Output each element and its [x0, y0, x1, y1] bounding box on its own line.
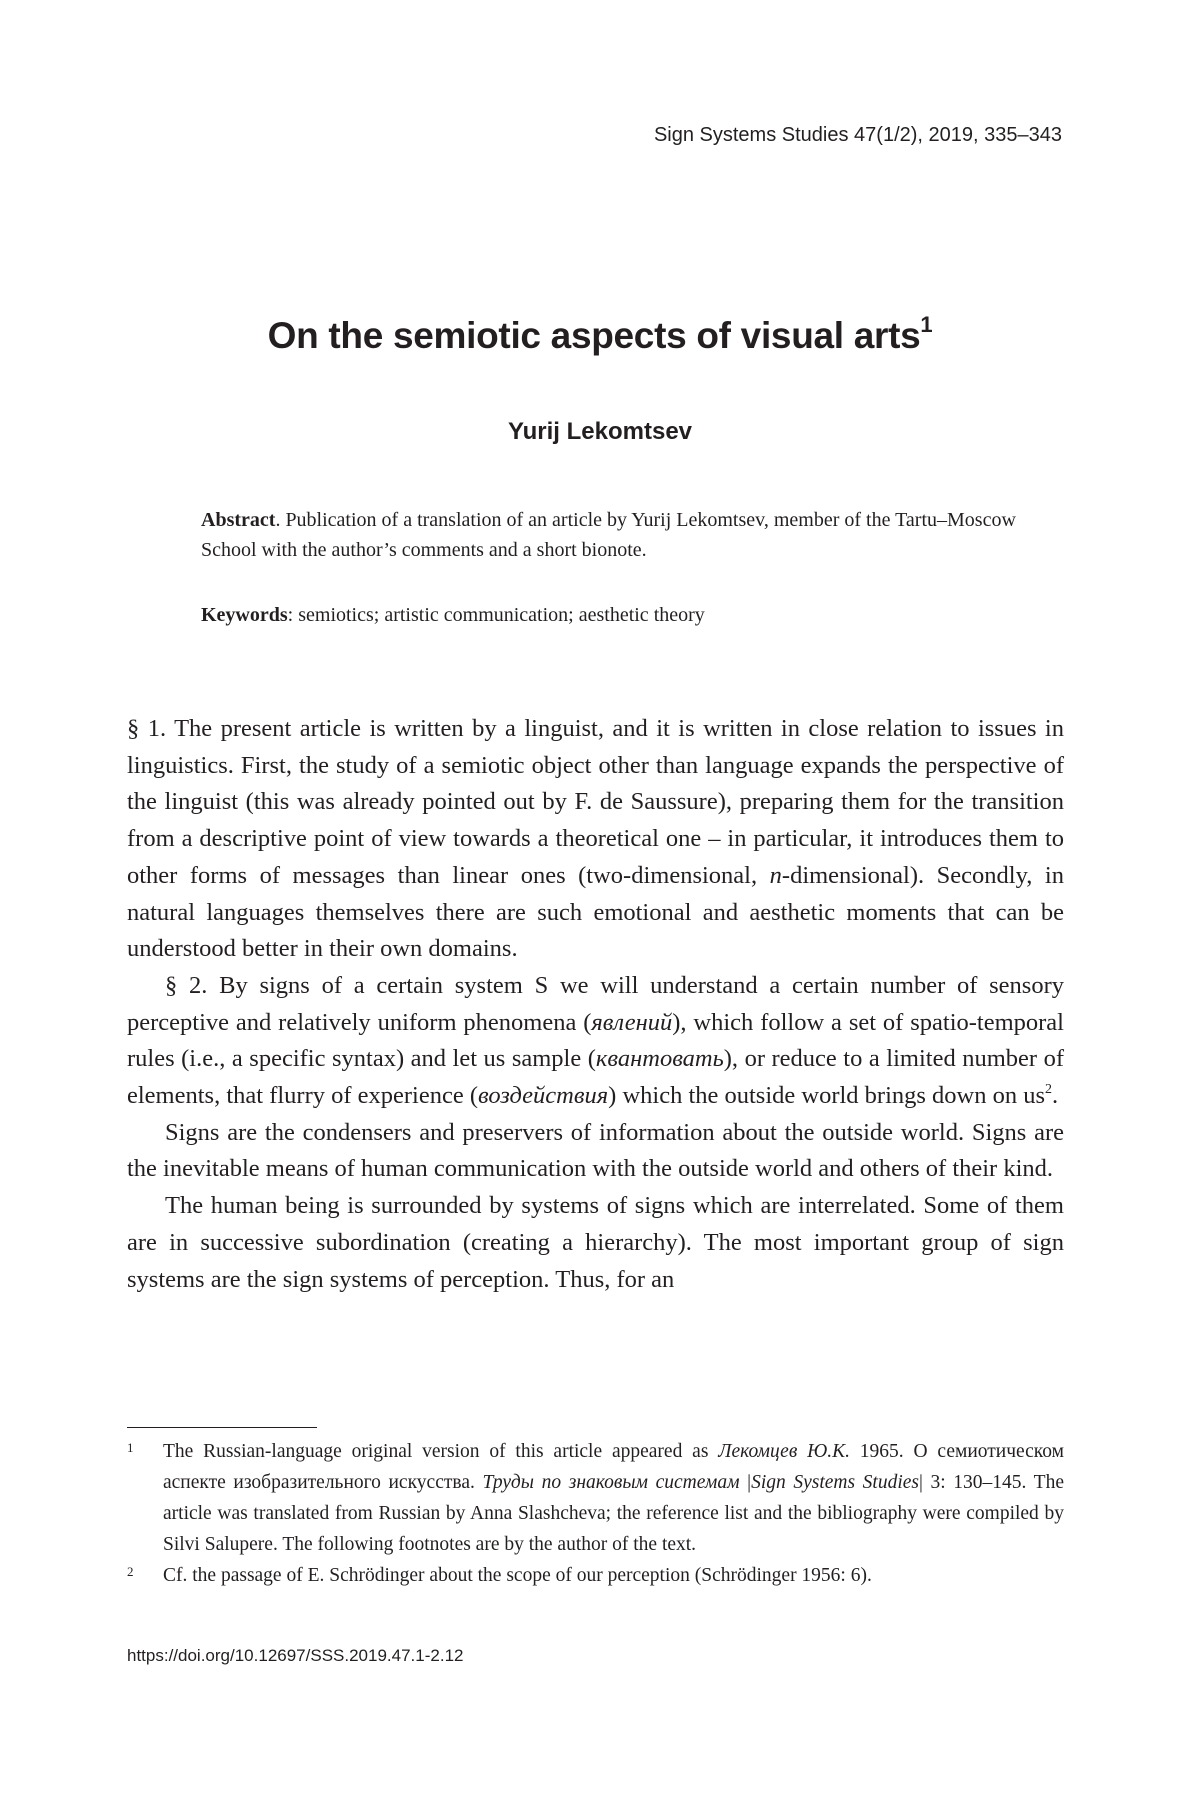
- footnote-1-part-d: | 3: 130–145. The article was translated from Russian by Anna Slashcheva; the reference list and the bibliography were compiled by Silvi Salupere. The following footnotes are by the author of the text.: [163, 1472, 1065, 1555]
- paragraph-2-part-c: ), or reduce to a limited number of elements, that flurry of experience (: [127, 1045, 1064, 1110]
- paragraph-2-russian-term-2: квантовать: [595, 1045, 724, 1073]
- footnote-1-number: 1: [127, 1440, 134, 1455]
- footnote-2-text: Cf. the passage of E. Schrödinger about the scope of our perception (Schrödinger 1956: 6).: [163, 1565, 872, 1586]
- doi-link[interactable]: https://doi.org/10.12697/SSS.2019.47.1-2.12: [127, 1646, 464, 1665]
- footnote-1-part-a: The Russian-language original version of this article appeared as: [163, 1441, 719, 1462]
- footnote-2: [127, 1560, 1064, 1591]
- footnote-2-number: 2: [127, 1564, 134, 1579]
- footnote-1-journal-en: Sign Systems Studies: [751, 1472, 920, 1493]
- paragraph-4: The human being is surrounded by systems of signs which are interrelated. Some of them are in successive subordination (creating a hierarchy). The most important group of sign systems are the sign systems of perception. Thus, for an: [127, 1192, 1064, 1293]
- footnote-1-part-c: |: [739, 1472, 752, 1493]
- paragraph-2-part-e: .: [1052, 1082, 1059, 1110]
- paragraph-2-part-a: § 2. By signs of a certain system S we will understand a certain number of sensory perceptive and relatively uniform phenomena (: [127, 971, 1064, 1036]
- paragraph-2-part-b: ), which follow a set of spatio-temporal rules (i.e., a specific syntax) and let us sample (: [127, 1008, 1064, 1073]
- abstract-label: Abstract: [201, 509, 276, 531]
- paragraph-1-part-b: -dimensional). Secondly, in natural languages themselves there are such emotional and aesthetic moments that can be understood better in their own domains.: [127, 861, 1064, 963]
- author-name: Yurij Lekomtsev: [507, 418, 693, 445]
- paragraph-1-part-a: § 1. The present article is written by a linguist, and it is written in close relation to issues in linguistics. First, the study of a semiotic object other than language expands the perspective of the linguist (this was already pointed out by F. de Saussure), preparing them for the transition from a descriptive point of view towards a theoretical one – in particular, it introduces them to other forms of messages than linear ones (two-dimensional,: [127, 715, 1064, 889]
- title-footnote-marker[interactable]: 1: [920, 312, 933, 337]
- paragraph-2-russian-term-3: воздействия: [478, 1082, 609, 1110]
- footnote-1-part-b: 1965. О семиотическом аспекте изобразительного искусства.: [163, 1441, 1065, 1493]
- article-title-text: On the semiotic aspects of visual arts: [267, 315, 921, 356]
- keywords: [201, 600, 1064, 630]
- paragraph-3: Signs are the condensers and preservers of information about the outside world. Signs are the inevitable means of human communication with the outside world and others of their kind.: [127, 1118, 1064, 1183]
- paragraph-2: [127, 968, 1064, 1115]
- footnote-marker-2[interactable]: 2: [1045, 1082, 1053, 1098]
- paragraph-2-russian-term-1: явлений: [591, 1008, 673, 1036]
- abstract: [201, 505, 1064, 565]
- footnote-1-journal-ru: Труды по знаковым системам: [482, 1472, 740, 1493]
- running-head: Sign Systems Studies 47(1/2), 2019, 335–343: [653, 124, 1062, 146]
- keywords-text: : semiotics; artistic communication; aesthetic theory: [287, 604, 705, 626]
- footnote-1: [127, 1436, 1064, 1560]
- article-title: [0, 312, 1200, 357]
- paragraph-2-part-d: ) which the outside world brings down on us: [608, 1082, 1046, 1110]
- footnote-divider: [127, 1427, 317, 1428]
- abstract-text: . Publication of a translation of an article by Yurij Lekomtsev, member of the Tartu–Moscow School with the author’s comments and a short bionote.: [201, 509, 1016, 561]
- footnotes: [127, 1436, 1064, 1591]
- footnote-1-text: [163, 1436, 1064, 1560]
- keywords-label: Keywords: [201, 604, 288, 626]
- body-text: [127, 711, 1064, 1298]
- footnote-1-author-ref: Лекомцев Ю.К.: [718, 1441, 850, 1462]
- paragraph-1-italic-n: n: [769, 861, 782, 889]
- paragraph-1: [127, 711, 1064, 968]
